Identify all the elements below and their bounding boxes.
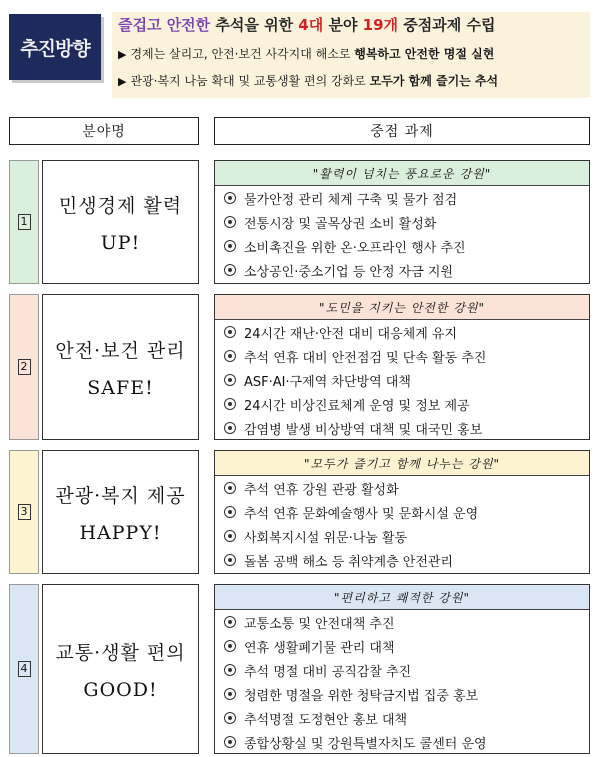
task-text: 감염병 발생 비상방역 대책 및 대국민 홍보 — [244, 422, 483, 438]
task-text: 전통시장 및 골목상권 소비 활성화 — [244, 216, 437, 232]
title-highlight: 즐겁고 안전한 — [118, 16, 211, 34]
task-item — [215, 416, 589, 440]
task-text: 연휴 생활폐기물 관리 대책 — [244, 640, 395, 656]
section-number-1 — [9, 160, 39, 284]
section-tasks-3 — [214, 450, 590, 574]
section-number-label: 2 — [18, 359, 31, 375]
section-theme: "편리하고 쾌적한 강원" — [215, 585, 589, 610]
section-slogan: UP! — [100, 231, 141, 254]
bullet-icon — [224, 482, 236, 494]
bullet-icon — [224, 616, 236, 628]
task-item — [215, 320, 589, 344]
section-slogan: GOOD! — [83, 678, 158, 701]
task-item — [215, 392, 589, 416]
task-text: 소비촉진을 위한 온·오프라인 행사 추진 — [244, 240, 466, 256]
task-text: 24시간 비상진료체계 운영 및 정보 제공 — [244, 398, 470, 414]
column-header-tasks — [214, 117, 590, 145]
task-text: 추석 연휴 대비 안전점검 및 단속 활동 추진 — [244, 350, 487, 366]
bullet-icon — [224, 192, 236, 204]
task-text: 추석 명절 대비 공직감찰 추진 — [244, 664, 412, 680]
summary-line-text: 관광·복지 나눔 확대 및 교통생활 편의 강화로 — [130, 74, 370, 88]
arrow-icon: ▶ — [118, 48, 127, 61]
bullet-icon — [224, 554, 236, 566]
bullet-icon — [224, 374, 236, 386]
task-item — [215, 210, 589, 234]
column-header-field — [9, 117, 199, 145]
section-label-4 — [42, 584, 199, 754]
task-text: 사회복지시설 위문·나눔 활동 — [244, 530, 408, 546]
title-count-fields: 4대 — [298, 16, 324, 34]
bullet-icon — [224, 736, 236, 748]
bullet-icon — [224, 422, 236, 434]
task-item — [215, 610, 589, 634]
task-text: 교통소통 및 안전대책 추진 — [244, 616, 395, 632]
task-item — [215, 706, 589, 730]
section-tasks-4 — [214, 584, 590, 754]
section-number-4 — [9, 584, 39, 754]
task-item — [215, 548, 589, 572]
bullet-icon — [224, 530, 236, 542]
task-text: 청렴한 명절을 위한 청탁금지법 집중 홍보 — [244, 688, 479, 704]
bullet-icon — [224, 506, 236, 518]
column-header-label: 분야명 — [82, 124, 126, 140]
task-text: 종합상황실 및 강원특별자치도 콜센터 운영 — [244, 736, 487, 752]
task-item — [215, 344, 589, 368]
section-theme: "도민을 지키는 안전한 강원" — [215, 295, 589, 320]
section-number-2 — [9, 294, 39, 440]
task-text: 추석명절 도정현안 홍보 대책 — [244, 712, 408, 728]
task-item — [215, 658, 589, 682]
bullet-icon — [224, 216, 236, 228]
task-item — [215, 186, 589, 210]
title-count-tasks: 19개 — [362, 16, 399, 34]
logo-text: 추진방향 — [20, 37, 90, 60]
task-text: 돌봄 공백 해소 등 취약계층 안전관리 — [244, 554, 454, 570]
section-title: 관광·복지 제공 — [55, 484, 186, 507]
bullet-icon — [224, 712, 236, 724]
section-tasks-2 — [214, 294, 590, 440]
bullet-icon — [224, 398, 236, 410]
section-number-label: 3 — [18, 504, 31, 520]
task-text: 추석 연휴 강원 관광 활성화 — [244, 482, 399, 498]
section-label-2 — [42, 294, 199, 440]
task-item — [215, 476, 589, 500]
task-item — [215, 730, 589, 754]
bullet-icon — [224, 350, 236, 362]
bullet-icon — [224, 664, 236, 676]
task-text: 물가안정 관리 체계 구축 및 물가 점검 — [244, 192, 458, 208]
summary-line-1 — [118, 45, 494, 62]
column-header-label: 중점 과제 — [370, 124, 434, 140]
logo-badge — [9, 14, 101, 80]
task-item — [215, 682, 589, 706]
task-item — [215, 368, 589, 392]
bullet-icon — [224, 240, 236, 252]
task-item — [215, 258, 589, 282]
section-number-label: 1 — [18, 214, 31, 230]
summary-line-emphasis: 행복하고 안전한 명절 실현 — [354, 47, 495, 61]
section-theme: "모두가 즐기고 함께 나누는 강원" — [215, 451, 589, 476]
title-text: 분야 — [323, 16, 363, 34]
bullet-icon — [224, 640, 236, 652]
summary-title — [118, 14, 495, 35]
task-item — [215, 524, 589, 548]
section-number-3 — [9, 450, 39, 574]
bullet-icon — [224, 326, 236, 338]
bullet-icon — [224, 688, 236, 700]
section-title: 안전·보건 관리 — [55, 339, 186, 362]
section-title: 교통·생활 편의 — [55, 641, 186, 664]
task-text: 추석 연휴 문화예술행사 및 문화시설 운영 — [244, 506, 479, 522]
summary-line-emphasis: 모두가 함께 즐기는 추석 — [369, 74, 499, 88]
title-text: 추석을 위한 — [210, 16, 299, 34]
section-slogan: SAFE! — [87, 376, 154, 399]
task-text: 24시간 재난·안전 대비 대응체계 유지 — [244, 326, 458, 342]
task-text: 소상공인·중소기업 등 안정 자금 지원 — [244, 264, 454, 280]
section-number-label: 4 — [18, 661, 31, 677]
section-title: 민생경제 활력 — [58, 194, 183, 217]
bullet-icon — [224, 264, 236, 276]
section-label-1 — [42, 160, 199, 284]
summary-line-text: 경제는 살리고, 안전·보건 사각지대 해소로 — [130, 47, 355, 61]
arrow-icon: ▶ — [118, 75, 127, 88]
task-item — [215, 634, 589, 658]
task-text: ASF·AI·구제역 차단방역 대책 — [244, 374, 411, 390]
section-tasks-1 — [214, 160, 590, 284]
summary-line-2 — [118, 72, 498, 89]
section-slogan: HAPPY! — [79, 521, 162, 544]
task-item — [215, 234, 589, 258]
title-text: 중점과제 수립 — [398, 16, 496, 34]
section-theme: "활력이 넘치는 풍요로운 강원" — [215, 161, 589, 186]
task-item — [215, 500, 589, 524]
section-label-3 — [42, 450, 199, 574]
